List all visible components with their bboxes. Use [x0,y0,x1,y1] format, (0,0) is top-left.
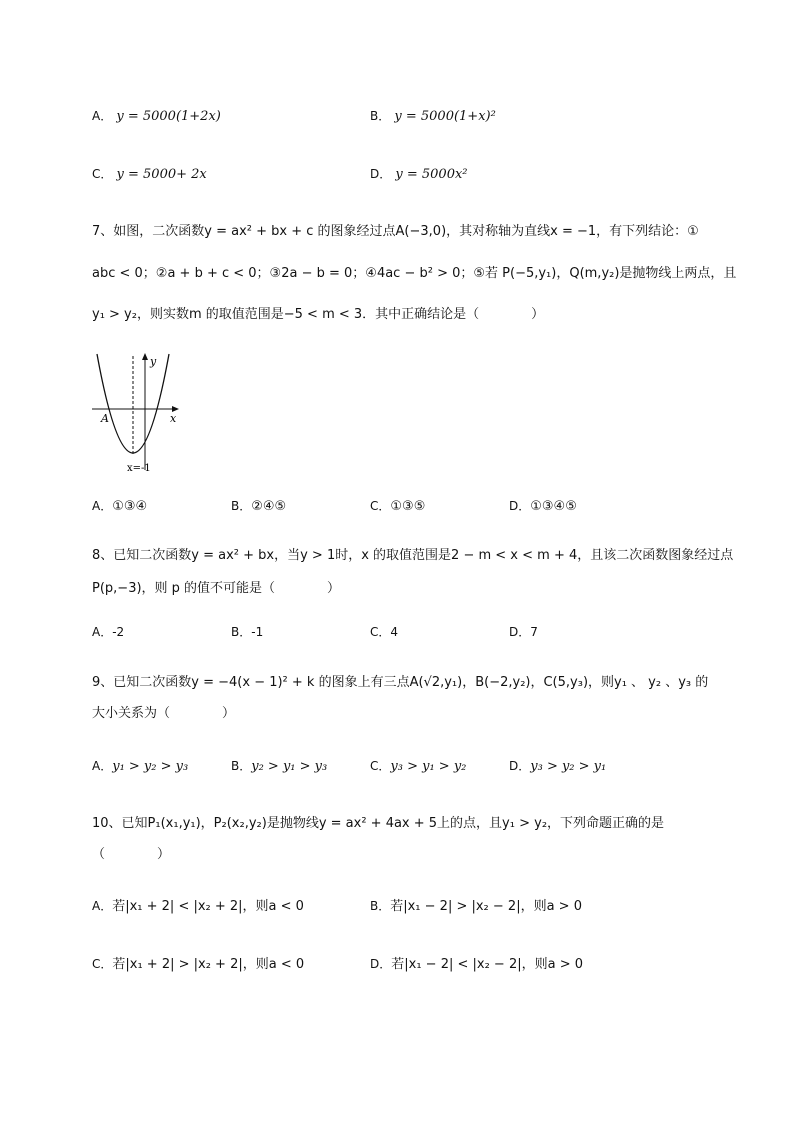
option-label: C． [370,759,391,773]
option-label: C． [92,167,113,181]
q7-parabola-figure [90,352,190,474]
option-expr: y = 5000+ 2x [116,167,207,182]
q8-option-d[interactable] [509,622,538,643]
q10-option-c[interactable] [92,954,304,975]
q9-option-a[interactable] [92,756,188,777]
option-expr: y = 5000x² [395,167,468,182]
option-text: 若|x₁ − 2| > |x₂ − 2|，则a > 0 [390,899,582,914]
question-number: 10、 [92,816,122,831]
option-text: 若|x₁ + 2| > |x₂ + 2|，则a < 0 [112,957,305,972]
q10-line-1 [92,814,664,834]
q6-option-b[interactable] [370,106,496,127]
y-axis-label: y [150,355,157,368]
option-label: A． [92,899,113,913]
option-text: y₁ > y₂ > y₃ [112,759,189,774]
option-label: B． [370,899,391,913]
q9-option-d[interactable] [509,756,606,777]
option-label: C． [370,499,391,513]
q7-option-d[interactable] [509,496,577,517]
option-label: C． [92,957,113,971]
q9-option-b[interactable] [231,756,327,777]
q6-option-c[interactable] [92,164,207,185]
option-label: D． [509,759,531,773]
option-text: y₃ > y₁ > y₂ [390,759,467,774]
option-text: y₃ > y₂ > y₁ [530,759,607,774]
symmetry-axis-label: x=-1 [127,463,151,474]
question-number: 7、 [92,224,114,239]
option-text: ②④⑤ [251,499,287,514]
option-text: ①③④ [112,499,148,514]
option-text: -2 [112,625,125,639]
option-label: D． [370,167,392,181]
option-text: 若|x₁ − 2| < |x₂ − 2|，则a > 0 [391,957,583,972]
q7-option-b[interactable] [231,496,286,517]
q10-option-a[interactable] [92,896,304,917]
q7-line-3: y₁ > y₂，则实数m 的取值范围是−5 < m < 3．其中正确结论是（ ） [92,307,545,322]
option-label: B． [370,109,391,123]
q7-option-c[interactable] [370,496,425,517]
option-label: B． [231,759,252,773]
option-text: y₂ > y₁ > y₃ [251,759,328,774]
point-a-label: A [101,412,109,425]
question-number: 9、 [92,675,114,690]
q10-option-b[interactable] [370,896,582,917]
q6-option-a[interactable] [92,106,221,127]
q10-option-d[interactable] [370,954,583,975]
q9-option-c[interactable] [370,756,466,777]
q10-line-2: （ ） [92,847,171,862]
q7-option-a[interactable] [92,496,147,517]
option-text: 若|x₁ + 2| < |x₂ + 2|，则a < 0 [112,899,304,914]
q8-line-2: P(p,−3)，则 p 的值不可能是（ ） [92,581,341,596]
option-expr: y = 5000(1+2x) [116,109,221,124]
q7-line-2: abc < 0；②a + b + c < 0；③2a − b = 0；④4ac − b² > 0；⑤若 P(−5,y₁)，Q(m,y₂)是抛物线上两点，且 [92,266,737,281]
question-text: 已知P₁(x₁,y₁)，P₂(x₂,y₂)是抛物线y = ax² + 4ax + 5上的点，且y₁ > y₂，下列命题正确的是 [121,816,665,831]
option-text: 4 [390,625,399,639]
option-label: D． [370,957,392,971]
question-number: 8、 [92,548,114,563]
q6-option-d[interactable] [370,164,468,185]
option-text: -1 [251,625,264,639]
q9-line-2: 大小关系为（ ） [92,706,236,721]
question-text: 已知二次函数y = ax² + bx，当y > 1时，x 的取值范围是2 − m < x < m + 4，且该二次函数图象经过点 [113,548,734,563]
option-label: A． [92,499,113,513]
q8-option-b[interactable] [231,622,263,643]
q8-option-a[interactable] [92,622,124,643]
option-label: C． [370,625,391,639]
question-text: 已知二次函数y = −4(x − 1)² + k 的图象上有三点A(√2,y₁)，B(−2,y₂)，C(5,y₃)，则y₁ 、 y₂ 、y₃ 的 [113,675,709,690]
x-axis-label: x [170,412,177,425]
option-text: ①③⑤ [390,499,426,514]
option-label: A． [92,109,113,123]
q8-option-c[interactable] [370,622,398,643]
option-label: A． [92,625,113,639]
y-axis-arrow [142,353,148,360]
option-label: A． [92,759,113,773]
question-text: 如图，二次函数y = ax² + bx + c 的图象经过点A(−3,0)，其对称轴为直线x = −1，有下列结论：① [113,224,699,239]
q9-line-1 [92,673,708,693]
option-label: D． [509,499,531,513]
q8-line-1 [92,546,733,566]
option-label: D． [509,625,531,639]
option-expr: y = 5000(1+x)² [394,109,496,124]
option-text: ①③④⑤ [530,499,577,514]
q7-line-1 [92,222,699,242]
option-text: 7 [530,625,538,639]
option-label: B． [231,499,252,513]
option-label: B． [231,625,252,639]
